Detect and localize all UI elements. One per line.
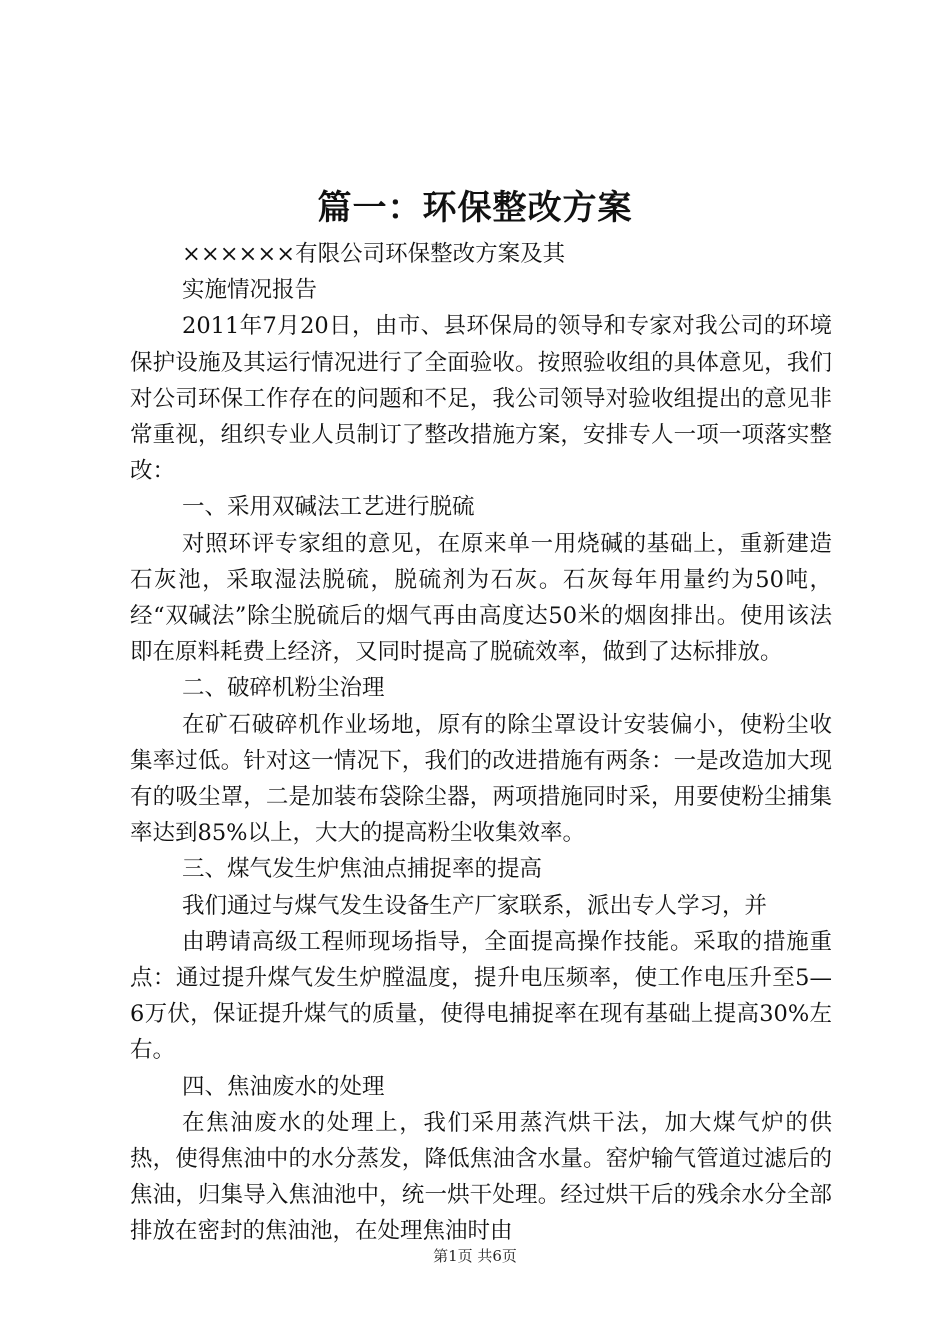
- paragraph: 实施情况报告: [182, 277, 318, 304]
- section-heading: 一、采用双碱法工艺进行脱硫: [182, 494, 475, 521]
- section-heading: 三、煤气发生炉焦油点捕捉率的提高: [182, 856, 543, 883]
- paragraph: 对照环评专家组的意见，在原来单一用烧碱的基础上，重新建造石灰池，采取湿法脱硫，脱硫剂为石灰。石灰每年用量约为50吨，经“双碱法”除尘脱硫后的烟气再由高度达50米的烟囱排出。使用该法即在原料耗费上经济，又同时提高了脱硫效率，做到了达标排放。: [130, 530, 832, 666]
- paragraph: 由聘请高级工程师现场指导，全面提高操作技能。采取的措施重点：通过提升煤气发生炉膛温度，提升电压频率，使工作电压升至5—6万伏，保证提升煤气的质量，使得电捕捉率在现有基础上提高30%左右。: [130, 928, 832, 1064]
- document-body: [130, 236, 832, 1250]
- paragraph: ××××××有限公司环保整改方案及其: [182, 241, 566, 267]
- document-title: 篇一：环保整改方案: [317, 188, 633, 228]
- paragraph: 2011年7月20日，由市、县环保局的领导和专家对我公司的环境保护设施及其运行情况进行了全面验收。按照验收组的具体意见，我们对公司环保工作存在的问题和不足，我公司领导对验收组提出的意见非常重视，组织专业人员制订了整改措施方案，安排专人一项一项落实整改：: [130, 313, 832, 485]
- page-number: 第1页 共6页: [433, 1247, 517, 1265]
- paragraph: 在焦油废水的处理上，我们采用蒸汽烘干法，加大煤气炉的供热，使得焦油中的水分蒸发，降低焦油含水量。窑炉输气管道过滤后的焦油，归集导入焦油池中，统一烘干处理。经过烘干后的残余水分全部排放在密封的焦油池，在处理焦油时由: [130, 1109, 832, 1245]
- section-heading: 二、破碎机粉尘治理: [182, 675, 385, 702]
- paragraph: 在矿石破碎机作业场地，原有的除尘罩设计安装偏小，使粉尘收集率过低。针对这一情况下，我们的改进措施有两条：一是改造加大现有的吸尘罩，二是加装布袋除尘器，两项措施同时采，用要使粉尘捕集率达到85%以上，大大的提高粉尘收集效率。: [130, 711, 832, 847]
- section-heading: 四、焦油废水的处理: [182, 1073, 385, 1100]
- paragraph: 我们通过与煤气发生设备生产厂家联系，派出专人学习，并: [182, 892, 768, 919]
